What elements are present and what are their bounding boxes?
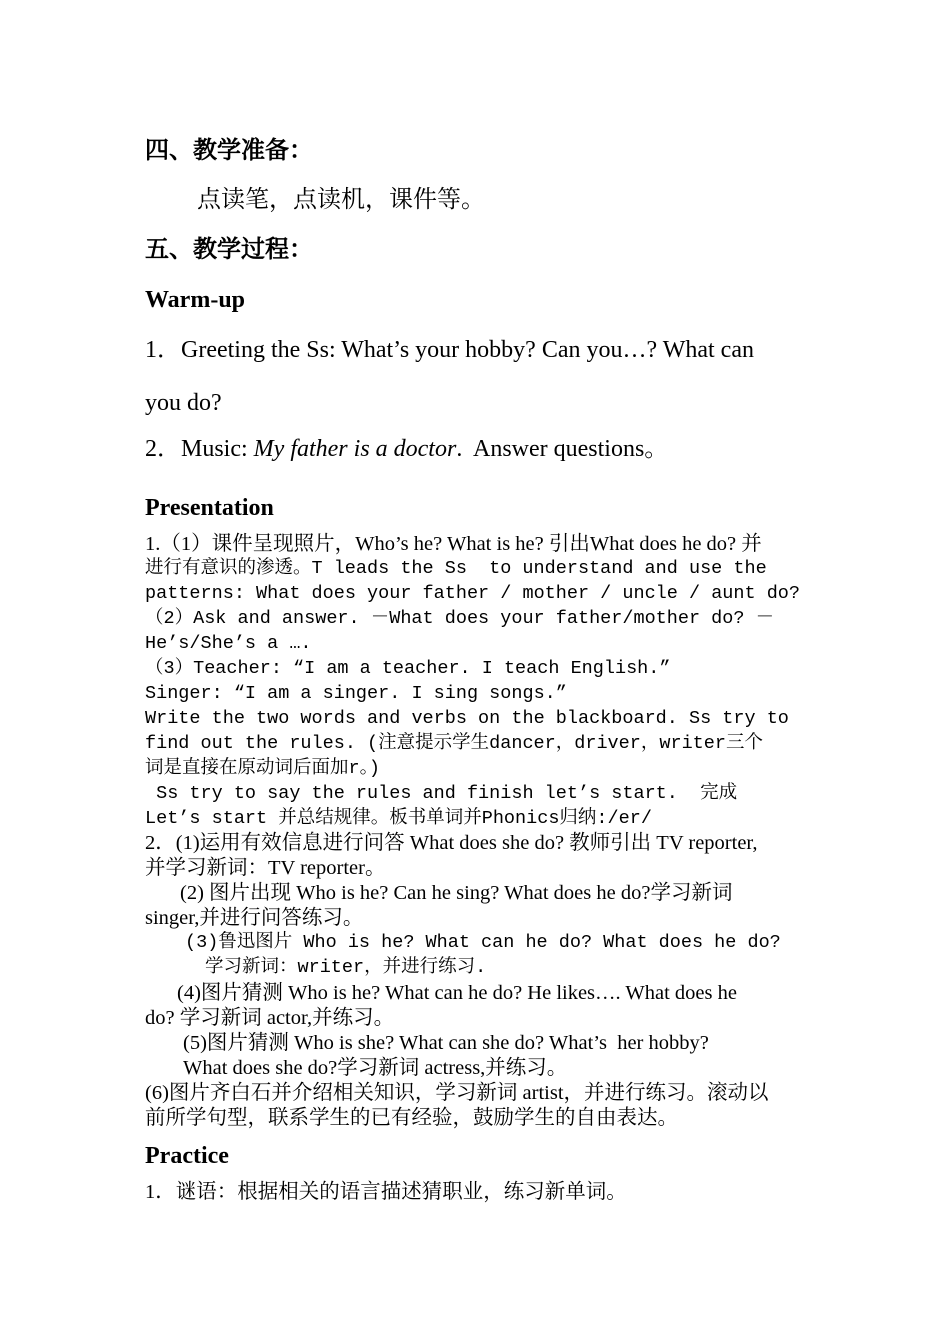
presentation-line: 词是直接在原动词后面加r。) — [145, 758, 380, 779]
song-title: My father is a doctor — [253, 436, 457, 462]
presentation-line: 1.（1）课件呈现照片，Who’s he? What is he? 引出What does he do? 并 — [145, 533, 762, 555]
presentation-line: (5)图片猜测 Who is she? What can she do? What’s her hobby? — [183, 1032, 709, 1054]
presentation-line: singer,并进行问答练习。 — [145, 907, 364, 929]
presentation-line: 2．(1)运用有效信息进行问答 What does she do? 教师引出 TV reporter, — [145, 832, 758, 854]
presentation-line: He’s/She’s a …. — [145, 633, 312, 654]
presentation-line: （3）Teacher: “I am a teacher. I teach English.” — [145, 658, 671, 679]
warmup-item-2 — [145, 437, 668, 461]
practice-item-1: 1．谜语：根据相关的语言描述猜职业，练习新单词。 — [145, 1181, 627, 1203]
presentation-line: Write the two words and verbs on the blackboard. Ss try to — [145, 708, 789, 729]
presentation-line: patterns: What does your father / mother / uncle / aunt do? — [145, 583, 801, 604]
warmup-item-1-line-1: 1．Greeting the Ss: What’s your hobby? Can you…? What can — [145, 337, 754, 363]
warmup-item-2-prefix: 2．Music: — [145, 436, 254, 462]
warmup-item-2-suffix: . Answer questions。 — [456, 436, 669, 462]
section-5-heading: 五、教学过程： — [145, 237, 313, 263]
presentation-line: 学习新词：writer，并进行练习. — [205, 957, 487, 978]
presentation-heading: Presentation — [145, 495, 274, 521]
presentation-line: Let’s start 并总结规律。板书单词并Phonics归纳:/er/ — [145, 808, 652, 829]
presentation-line: (4)图片猜测 Who is he? What can he do? He likes…. What does he — [177, 982, 737, 1004]
presentation-line: (2) 图片出现 Who is he? Can he sing? What does he do?学习新词 — [180, 882, 733, 904]
section-4-heading: 四、教学准备： — [145, 138, 313, 164]
presentation-line: What does she do?学习新词 actress,并练习。 — [183, 1057, 568, 1079]
section-4-body: 点读笔，点读机，课件等。 — [197, 187, 485, 213]
presentation-line: 并学习新词：TV reporter。 — [145, 857, 386, 879]
presentation-line: 前所学句型，联系学生的已有经验，鼓励学生的自由表达。 — [145, 1107, 678, 1129]
presentation-line: (6)图片齐白石并介绍相关知识，学习新词 artist，并进行练习。滚动以 — [145, 1082, 769, 1104]
presentation-line: find out the rules. (注意提示学生dancer，driver，writer三个 — [145, 733, 763, 754]
presentation-line: Ss try to say the rules and finish let’s start. 完成 — [145, 783, 738, 804]
presentation-line: 进行有意识的渗透。T leads the Ss to understand and use the — [145, 558, 767, 579]
warmup-item-1-line-2: you do? — [145, 390, 222, 416]
practice-heading: Practice — [145, 1143, 229, 1169]
presentation-line: Singer: “I am a singer. I sing songs.” — [145, 683, 567, 704]
warmup-heading: Warm-up — [145, 287, 246, 313]
presentation-line: （2）Ask and answer. －What does your father/mother do? － — [145, 608, 775, 629]
presentation-line: (3)鲁迅图片 Who is he? What can he do? What does he do? — [185, 932, 781, 953]
presentation-line: do? 学习新词 actor,并练习。 — [145, 1007, 395, 1029]
